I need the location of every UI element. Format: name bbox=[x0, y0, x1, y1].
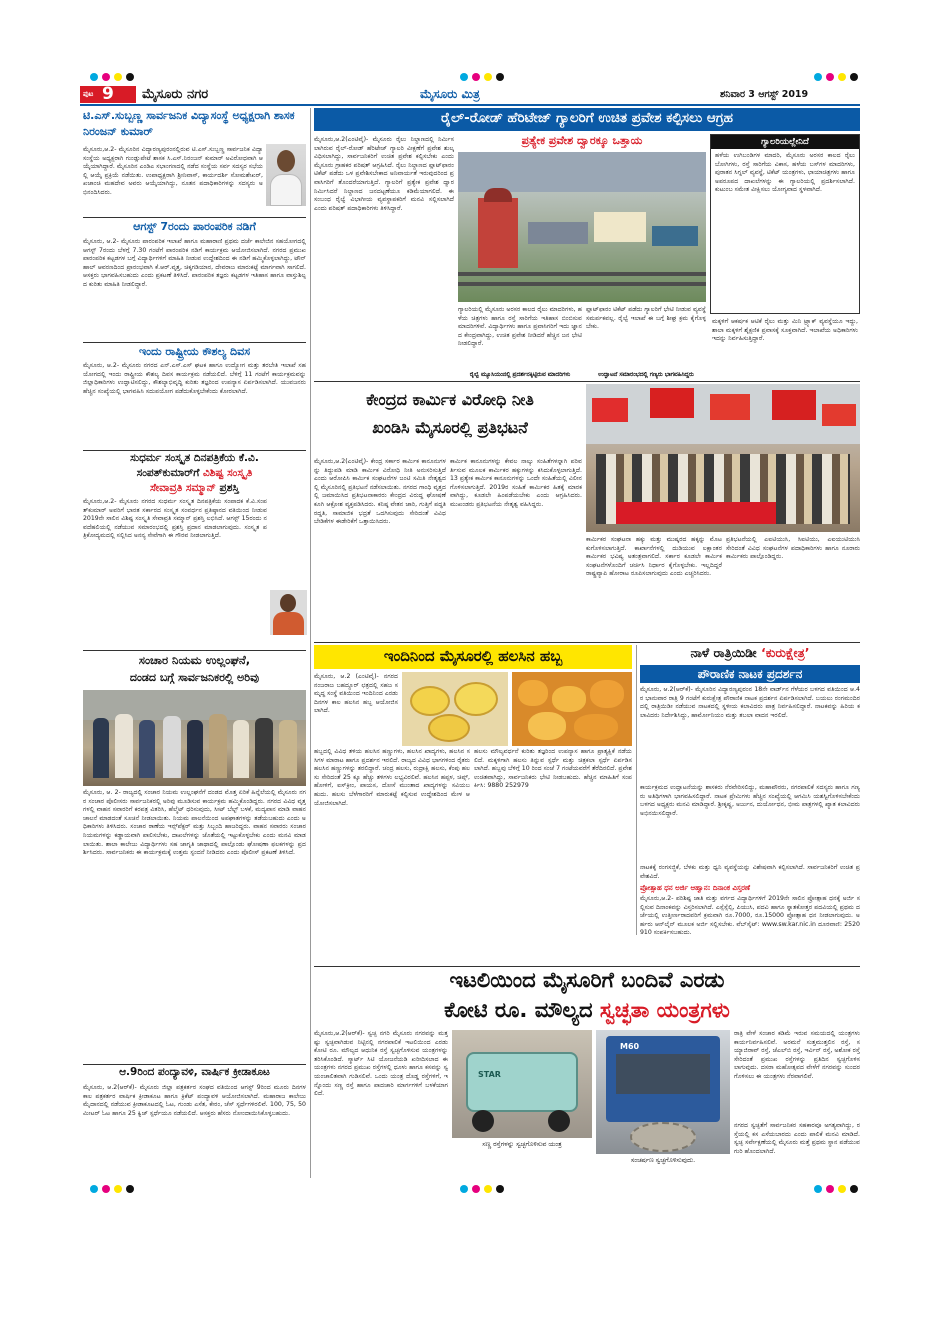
jackfruit-body-col1: ಹಬ್ಬದಲ್ಲಿ ವಿವಿಧ ತಳಿಯ ಹಲಸಿನ ಹಣ್ಣುಗಳು, ಹಲಸಿನ ಖಾದ್ಯಗಳು, ಹಲಸಿನ ಸಸಿಗಳ ಮಾರಾಟ ಹಾಗೂ ಪ್ರದರ್ಶನ ಇರಲಿದೆ. ರಾಜ್ಯದ ವಿವಿಧ ಭಾಗಗಳಿಂದ ರೈತರು ಹಲಸಿನ ಹಣ್ಣುಗಳನ್ನು ತರಲಿದ್ದಾರೆ. ಚಂದ್ರ ಹಲಸು, ರುದ್ರಾಕ್ಷಿ ಹಲಸು, ಕೆಂಪು ಹಲಸು ಸೇರಿದಂತೆ 25 ಕ್ಕೂ ಹೆಚ್ಚು ತಳಿಗಳು ಲಭ್ಯವಿರಲಿವೆ. ಹಲಸಿನ ಹಪ್ಪಳ, ಚಿಪ್ಸ್, ಹೋಳಿಗೆ, ಐಸ್‌ಕ್ರೀಂ, ಪಾಯಸ, ದೋಸೆ ಮುಂತಾದ ಖಾದ್ಯಗಳನ್ನು ಸವಿಯಬಹುದು. ಹಲಸು ಬೆಳೆಗಾರರಿಗೆ ಮಾರುಕಟ್ಟೆ ಕಲ್ಪಿಸುವ ಉದ್ದೇಶದಿಂದ ಮೇಳ ಆಯೋಜಿಸಲಾಗಿದೆ. bbox=[314, 748, 470, 807]
protest-body-col4: ಪ್ರತಿಭಟನೆಯಲ್ಲಿ ಎಐಟಿಯುಸಿ, ಸಿಐಟಿಯು, ಎಐಯುಟಿಯುಸಿ ಸೇರಿದಂತೆ ವಿವಿಧ ಸಂಘಟನೆಗಳ ಪದಾಧಿಕಾರಿಗಳು ಹಾಗೂ ನೂರಾರು ಕಾರ್ಮಿಕರು ಪಾಲ್ಗೊಂಡಿದ್ದರು. bbox=[726, 536, 860, 561]
jackfruit-banner bbox=[314, 645, 632, 669]
protest-headline-line1: ಕೇಂದ್ರದ ಕಾರ್ಮಿಕ ವಿರೋಧಿ ನೀತಿ bbox=[366, 390, 534, 409]
heritage-banner bbox=[314, 108, 860, 131]
heritage-body-col1: ಮೈಸೂರು,ಆ.2(ಎಂಟಿವೈ)- ಮೈಸೂರು ರೈಲು ನಿಲ್ದಾಣದಲ್ಲಿ ನಿರ್ಮಿಸಲಾಗಿರುವ ರೈಲ್-ರೋಡ್ ಹೆರಿಟೇಜ್ ಗ್ಯಾಲರಿ ವೀಕ್ಷಣೆಗೆ ಪ್ರವೇಶ ಶುಲ್ಕ ವಿಧಿಸಲಾಗಿದ್ದು, ಸಾರ್ವಜನಿಕರಿಗೆ ಉಚಿತ ಪ್ರವೇಶ ಕಲ್ಪಿಸಬೇಕು ಎಂದು ಮೈಸೂರು ಗ್ರಾಹಕರ ಪರಿಷತ್ ಆಗ್ರಹಿಸಿದೆ. ರೈಲು ನಿಲ್ದಾಣದ ಪ್ಲಾಟ್‌ಫಾರಂ ಟಿಕೆಟ್ ಪಡೆದು ಒಳ ಪ್ರವೇಶಿಸಬೇಕಾದ ಅನಿವಾರ್ಯತೆ ಇರುವುದರಿಂದ ಪ್ರವಾಸಿಗರಿಗೆ ತೊಂದರೆಯಾಗುತ್ತಿದೆ. ಗ್ಯಾಲರಿಗೆ ಪ್ರತ್ಯೇಕ ಪ್ರವೇಶ ದ್ವಾರ ನಿರ್ಮಿಸಿದರೆ ನಿಲ್ದಾಣದ ಜನದಟ್ಟಣೆಯೂ ಕಡಿಮೆಯಾಗಲಿದೆ. ಈ ಸಂಬಂಧ ರೈಲ್ವೆ ವಿಭಾಗೀಯ ವ್ಯವಸ್ಥಾಪಕರಿಗೆ ಮನವಿ ಸಲ್ಲಿಸಲಾಗಿದೆ ಎಂದು ಪರಿಷತ್ ಪದಾಧಿಕಾರಿಗಳು ತಿಳಿಸಿದ್ದಾರೆ. bbox=[314, 136, 454, 212]
headline-sudharma-award-word: ಪ್ರಶಸ್ತಿ bbox=[219, 482, 239, 494]
article-sports-meet-body: ಮೈಸೂರು, ಆ.2(ಆರ್‌ಕೆ)- ಮೈಸೂರು ಜಿಲ್ಲಾ ಪತ್ರಕರ್ತರ ಸಂಘದ ವತಿಯಿಂದ ಆಗಸ್ಟ್ 9ರಿಂದ ಮೂರು ದಿನಗಳ ಕಾಲ ಪತ್ರಕರ್ತರ ವಾರ್ಷಿಕ ಕ್ರೀಡಾಕೂಟ ಹಾಗೂ ಕ್ರಿಕೆಟ್ ಪಂದ್ಯಾವಳಿ ಆಯೋಜಿಸಲಾಗಿದೆ. ಮಹಾರಾಜ ಕಾಲೇಜು ಮೈದಾನದಲ್ಲಿ ನಡೆಯುವ ಕ್ರೀಡಾಕೂಟದಲ್ಲಿ ಓಟ, ಗುಂಡು ಎಸೆತ, ಕೇರಂ, ಚೆಸ್ ಸ್ಪರ್ಧೆಗಳಿರಲಿವೆ. 100, 75, 50 ಮೀಟರ್ ಓಟ ಹಾಗೂ 25 ಕ್ವಿಜ್ ಸ್ಪರ್ಧೆಯೂ ನಡೆಯಲಿದೆ. ಆಸಕ್ತರು ಹೆಸರು ನೋಂದಾಯಿಸಿಕೊಳ್ಳಬಹುದು. bbox=[83, 1084, 306, 1117]
machines-body-col1: ಮೈಸೂರು,ಆ.2(ಆರ್‌ಕೆ)- ಸ್ವಚ್ಛ ನಗರಿ ಮೈಸೂರು ನಗರವನ್ನು ಮತ್ತಷ್ಟು ಸ್ವಚ್ಛವಾಗಿಡುವ ನಿಟ್ಟಿನಲ್ಲಿ ನಗರಪಾಲಿಕೆ ಇಟಲಿಯಿಂದ ಎರಡು ಕೋಟಿ ರೂ. ಮೌಲ್ಯದ ಆಧುನಿಕ ರಸ್ತೆ ಸ್ವಚ್ಛಗೊಳಿಸುವ ಯಂತ್ರಗಳನ್ನು ತರಿಸಿಕೊಂಡಿದೆ. ಸ್ಮಾರ್ಟ್ ಸಿಟಿ ಯೋಜನೆಯಡಿ ಖರೀದಿಸಲಾದ ಈ ಯಂತ್ರಗಳು ನಗರದ ಪ್ರಮುಖ ರಸ್ತೆಗಳಲ್ಲಿ ಧೂಳು ಹಾಗೂ ಕಸವನ್ನು ಸ್ವಯಂಚಾಲಿತವಾಗಿ ಗುಡಿಸಲಿವೆ. ಒಂದು ಯಂತ್ರ ದೊಡ್ಡ ರಸ್ತೆಗಳಿಗೆ, ಇನ್ನೊಂದು ಸಣ್ಣ ರಸ್ತೆ ಹಾಗೂ ಪಾದಚಾರಿ ಮಾರ್ಗಗಳಿಗೆ ಬಳಕೆಯಾಗಲಿದೆ. bbox=[314, 1030, 448, 1098]
drama-headline-line2: ಪೌರಾಣಿಕ ನಾಟಕ ಪ್ರದರ್ಶನ bbox=[697, 667, 803, 681]
sweeper-model-label: M60 bbox=[620, 1042, 640, 1051]
headline-traffic-line1: ಸಂಚಾರ ನಿಯಮ ಉಲ್ಲಂಘನೆ, bbox=[138, 653, 251, 667]
gallery-sidebar-box bbox=[710, 134, 860, 314]
masthead bbox=[80, 86, 860, 103]
headline-sudharma-line3 bbox=[83, 482, 306, 496]
jackfruit-body-intro: ಮೈಸೂರು, ಆ.2 (ಎಂಟಿವೈ)- ನಗರದ ನಂಜರಾಜ ಬಹದ್ದೂರ್ ಛತ್ರದಲ್ಲಿ ಸಹಜ ಸಮೃದ್ಧ ಸಂಸ್ಥೆ ವತಿಯಿಂದ ಇಂದಿನಿಂದ ಎರಡು ದಿನಗಳ ಕಾಲ ಹಲಸಿನ ಹಬ್ಬ ಆಯೋಜಿಸಲಾಗಿದೆ. bbox=[314, 673, 398, 715]
headline-sports-meet: ಆ.9ರಿಂದ ಪಂದ್ಯಾವಳಿ, ವಾರ್ಷಿಕ ಕ್ರೀಡಾಕೂಟ bbox=[119, 1066, 270, 1078]
registration-marks-bottom bbox=[90, 1185, 870, 1195]
headline-sudharma-award: ವಿಶಿಷ್ಟ ಸಂಸ್ಕೃತಿ bbox=[203, 467, 253, 479]
protest-body-col1: ಮೈಸೂರು,ಆ.2(ಎಂಟಿವೈ)- ಕೇಂದ್ರ ಸರ್ಕಾರ ಕಾರ್ಮಿಕ ಕಾನೂನುಗಳನ್ನು ತಿದ್ದುಪಡಿ ಮಾಡಿ ಕಾರ್ಮಿಕ ವಿರೋಧಿ ನೀತಿ ಅನುಸರಿಸುತ್ತಿದೆ ಎಂದು ಆರೋಪಿಸಿ ಕಾರ್ಮಿಕ ಸಂಘಟನೆಗಳ ಜಂಟಿ ಸಮಿತಿ ನೇತೃತ್ವದಲ್ಲಿ ಮೈಸೂರಿನಲ್ಲಿ ಪ್ರತಿಭಟನೆ ನಡೆಸಲಾಯಿತು. ನಗರದ ಗಾಂಧಿ ವೃತ್ತದಲ್ಲಿ ಜಮಾಯಿಸಿದ ಪ್ರತಿಭಟನಾಕಾರರು ಕೇಂದ್ರದ ವಿರುದ್ಧ ಘೋಷಣೆ ಕೂಗಿ ಆಕ್ರೋಶ ವ್ಯಕ್ತಪಡಿಸಿದರು. ಕನಿಷ್ಠ ವೇತನ ಜಾರಿ, ಗುತ್ತಿಗೆ ಪದ್ಧತಿ ರದ್ದತಿ, ಸಾಮಾಜಿಕ ಭದ್ರತೆ ಒದಗಿಸುವುದು ಸೇರಿದಂತೆ ವಿವಿಧ ಬೇಡಿಕೆಗಳ ಈಡೇರಿಕೆಗೆ ಒತ್ತಾಯಿಸಿದರು. bbox=[314, 458, 446, 526]
page-label: ಪುಟ bbox=[83, 90, 94, 98]
registration-marks-top bbox=[90, 73, 870, 83]
portrait-niranjan-kumar bbox=[266, 144, 306, 206]
protest-headline-line2: ಖಂಡಿಸಿ ಮೈಸೂರಲ್ಲಿ ಪ್ರತಿಭಟನೆ bbox=[372, 418, 528, 437]
portrait-sampath-kumar bbox=[270, 590, 307, 635]
article-subbanna-body: ಮೈಸೂರು,ಆ.2- ಮೈಸೂರಿನ ವಿದ್ಯಾರಣ್ಯಪುರಂನಲ್ಲಿರುವ ಟಿ.ಎಸ್.ಸುಬ್ಬಣ್ಣ ಸಾರ್ವಜನಿಕ ವಿದ್ಯಾ ಸಂಸ್ಥೆಯ ಅಧ್ಯಕ್ಷರಾಗಿ ಗುಂಡ್ಲುಪೇಟೆ ಶಾಸಕ ಸಿ.ಎಸ್.ನಿರಂಜನ್ ಕುಮಾರ್ ಅವಿರೋಧವಾಗಿ ಆಯ್ಕೆಯಾಗಿದ್ದಾರೆ. ಮೈಸೂರಿನ ಎಂಡಿಎ ಸಭಾಂಗಣದಲ್ಲಿ ನಡೆದ ಸಂಸ್ಥೆಯ ಸರ್ವ ಸದಸ್ಯರ ಸಭೆಯಲ್ಲಿ ಆಯ್ಕೆ ಪ್ರಕ್ರಿಯೆ ನಡೆಯಿತು. ಉಪಾಧ್ಯಕ್ಷರಾಗಿ ಶ್ರೀನಿವಾಸ್, ಕಾರ್ಯದರ್ಶಿ ಸೋಮಶೇಖರ್, ಖಜಾಂಚಿ ಮಹದೇವ ಅವರು ಆಯ್ಕೆಯಾಗಿದ್ದು, ನೂತನ ಪದಾಧಿಕಾರಿಗಳನ್ನು ಸದಸ್ಯರು ಅಭಿನಂದಿಸಿದರು. bbox=[83, 146, 263, 196]
heritage-body-col3: ಪ್ಲಾಟ್‌ಫಾರಂ ಟಿಕೆಟ್ ಪಡೆದು ಗ್ಯಾಲರಿಗೆ ಭೇಟಿ ನೀಡುವ ವ್ಯವಸ್ಥೆ ಸಮರ್ಪಕವಲ್ಲ. ರೈಲ್ವೆ ಇಲಾಖೆ ಈ ಬಗ್ಗೆ ಶೀಘ್ರ ಕ್ರಮ ಕೈಗೊಳ್ಳಬೇಕು. bbox=[586, 306, 706, 331]
drama-body-2: ಕಾರ್ಯಕ್ರಮದ ಉದ್ಘಾಟನೆಯನ್ನು ಶಾಸಕರು ನೆರವೇರಿಸಲಿದ್ದು, ಮಹಾಪೌರರು, ನಗರಪಾಲಿಕೆ ಸದಸ್ಯರು ಹಾಗೂ ಗಣ್ಯರು ಅತಿಥಿಗಳಾಗಿ ಭಾಗವಹಿಸಲಿದ್ದಾರೆ. ನಾಟಕ ಪ್ರೇಮಿಗಳು ಹೆಚ್ಚಿನ ಸಂಖ್ಯೆಯಲ್ಲಿ ಆಗಮಿಸಿ ಯಶಸ್ವಿಗೊಳಿಸಬೇಕೆಂದು ಬಳಗದ ಅಧ್ಯಕ್ಷರು ಮನವಿ ಮಾಡಿದ್ದಾರೆ. ಶ್ರೀಕೃಷ್ಣ, ಅರ್ಜುನ, ದುರ್ಯೋಧನ, ಭೀಮ ಪಾತ್ರಗಳಲ್ಲಿ ಖ್ಯಾತ ಕಲಾವಿದರು ಅಭಿನಯಿಸಲಿದ್ದಾರೆ. bbox=[640, 784, 860, 817]
drama-headline-prefix: ನಾಳೆ ರಾತ್ರಿಯಿಡೀ bbox=[690, 645, 757, 660]
headline-sudharma-name: ಸಂಪತ್‌ಕುಮಾರ್‌ಗೆ bbox=[136, 467, 200, 479]
headline-heritage-walk: ಆಗಸ್ಟ್ 7ರಂದು ಪಾರಂಪರಿಕ ನಡಿಗೆ bbox=[133, 220, 256, 233]
incentive-title: ಪ್ರೋತ್ಸಾಹ ಧನ ಅರ್ಜಿ ಆಹ್ವಾನ: ದಿನಾಂಕ ವಿಸ್ತರಣೆ bbox=[640, 884, 751, 892]
heritage-caption: ರೈಲ್ವೆ ಮ್ಯೂಸಿಯಂನಲ್ಲಿ ಪ್ರದರ್ಶನಕ್ಕಿಟ್ಟಿರುವ ಮಾದರಿಗಳು bbox=[469, 372, 571, 378]
headline-traffic-line2: ದಂಡದ ಬಗ್ಗೆ ಸಾರ್ವಜನಿಕರಲ್ಲಿ ಅರಿವು bbox=[129, 671, 260, 684]
inauguration-caption: ಉದ್ಘಾಟನೆ ಸಮಾರಂಭದಲ್ಲಿ ಗಣ್ಯರು ಭಾಗವಹಿಸಿದ್ದರು bbox=[598, 372, 694, 378]
sweeper-brand: STAR bbox=[478, 1070, 501, 1079]
article-traffic-body: ಮೈಸೂರು, ಆ. 2- ರಾಜ್ಯದಲ್ಲಿ ಸಂಚಾರ ನಿಯಮ ಉಲ್ಲಂಘನೆಗೆ ದಂಡದ ಮೊತ್ತ ಏರಿಕೆ ಹಿನ್ನೆಲೆಯಲ್ಲಿ ಮೈಸೂರು ನಗರ ಸಂಚಾರ ಪೊಲೀಸರು ಸಾರ್ವಜನಿಕರಲ್ಲಿ ಅರಿವು ಮೂಡಿಸುವ ಕಾರ್ಯಕ್ರಮ ಹಮ್ಮಿಕೊಂಡಿದ್ದರು. ನಗರದ ವಿವಿಧ ವೃತ್ತಗಳಲ್ಲಿ ವಾಹನ ಸವಾರರಿಗೆ ಕರಪತ್ರ ವಿತರಿಸಿ, ಹೆಲ್ಮೆಟ್ ಧರಿಸುವುದು, ಸೀಟ್ ಬೆಲ್ಟ್ ಬಳಕೆ, ಮದ್ಯಪಾನ ಮಾಡಿ ವಾಹನ ಚಾಲನೆ ಮಾಡದಂತೆ ಸೂಚನೆ ನೀಡಲಾಯಿತು. ನಿಯಮ ಪಾಲನೆಯಿಂದ ಅಪಘಾತಗಳನ್ನು ತಡೆಯಬಹುದು ಎಂದು ಅಧಿಕಾರಿಗಳು ತಿಳಿಸಿದರು. ಸಂಚಾರ ಠಾಣೆಯ ಇನ್ಸ್‌ಪೆಕ್ಟರ್ ಮತ್ತು ಸಿಬ್ಬಂದಿ ಹಾಜರಿದ್ದರು. ವಾಹನ ಸವಾರರು ಸಂಚಾರ ನಿಯಮಗಳನ್ನು ಕಡ್ಡಾಯವಾಗಿ ಪಾಲಿಸಬೇಕು, ದಾಖಲೆಗಳನ್ನು ಜೊತೆಯಲ್ಲಿ ಇಟ್ಟುಕೊಳ್ಳಬೇಕು ಎಂದು ಮನವಿ ಮಾಡಲಾಯಿತು. ಶಾಲಾ ಕಾಲೇಜು ವಿದ್ಯಾರ್ಥಿಗಳು ಸಹ ಜಾಗೃತಿ ಜಾಥಾದಲ್ಲಿ ಪಾಲ್ಗೊಂಡು ಘೋಷಣಾ ಫಲಕಗಳನ್ನು ಪ್ರದರ್ಶಿಸಿದರು. ಸಾರ್ವಜನಿಕರು ಈ ಕಾರ್ಯಕ್ರಮಕ್ಕೆ ಉತ್ತಮ ಸ್ಪಂದನೆ ನೀಡಿದರು ಎಂದು ಪೊಲೀಸ್ ಪ್ರಕಟಣೆ ತಿಳಿಸಿದೆ. bbox=[83, 789, 306, 857]
heritage-body-col2: ಗ್ಯಾಲರಿಯಲ್ಲಿ ಮೈಸೂರು ಅರಸರ ಕಾಲದ ರೈಲು ಮಾದರಿಗಳು, ಹಳೆಯ ಚಿತ್ರಗಳು ಹಾಗೂ ರಸ್ತೆ ಸಾರಿಗೆಯ ಇತಿಹಾಸ ಬಿಂಬಿಸುವ ಮಾದರಿಗಳಿವೆ. ವಿದ್ಯಾರ್ಥಿಗಳು ಹಾಗೂ ಪ್ರವಾಸಿಗರಿಗೆ ಇದು ಜ್ಞಾನದ ಕೇಂದ್ರವಾಗಿದ್ದು, ಉಚಿತ ಪ್ರವೇಶ ನೀಡಿದರೆ ಹೆಚ್ಚಿನ ಜನ ಭೇಟಿ ನೀಡಲಿದ್ದಾರೆ. bbox=[458, 306, 582, 348]
section-name: ಮೈಸೂರು ನಗರ bbox=[142, 87, 209, 102]
article-sudharma-body: ಮೈಸೂರು,ಆ.2- ಮೈಸೂರು ನಗರದ ಸುಧರ್ಮ ಸಂಸ್ಕೃತ ದಿನಪತ್ರಿಕೆಯ ಸಂಪಾದಕ ಕೆ.ವಿ.ಸಂಪತ್‌ಕುಮಾರ್ ಅವರಿಗೆ ಭಾರತ ಸರ್ಕಾರದ ಸಂಸ್ಕೃತ ಸಂವರ್ಧನ ಪ್ರತಿಷ್ಠಾನದ ವತಿಯಿಂದ ನೀಡುವ 2019ನೇ ಸಾಲಿನ ವಿಶಿಷ್ಟ ಸಂಸ್ಕೃತಿ ಸೇವಾವ್ರತಿ ಸಮ್ಮಾನ್ ಪ್ರಶಸ್ತಿ ಲಭಿಸಿದೆ. ಆಗಸ್ಟ್ 15ರಂದು ನವದೆಹಲಿಯಲ್ಲಿ ನಡೆಯುವ ಸಮಾರಂಭದಲ್ಲಿ ಪ್ರಶಸ್ತಿ ಪ್ರದಾನ ಮಾಡಲಾಗುವುದು. ಸಂಸ್ಕೃತ ಪತ್ರಿಕೋದ್ಯಮದಲ್ಲಿ ಸಲ್ಲಿಸಿದ ಅನನ್ಯ ಸೇವೆಗಾಗಿ ಈ ಗೌರವ ನೀಡಲಾಗುತ್ತಿದೆ. bbox=[83, 498, 267, 540]
issue-date: ಶನಿವಾರ 3 ಆಗಸ್ಟ್ 2019 bbox=[720, 89, 809, 100]
photo-heritage-gallery-models bbox=[458, 152, 706, 302]
article-sudharma-body-end bbox=[83, 571, 267, 647]
drama-body-3: ನಾಟಕಕ್ಕೆ ರಂಗಸಜ್ಜಿಕೆ, ಬೆಳಕು ಮತ್ತು ಧ್ವನಿ ವ್ಯವಸ್ಥೆಯನ್ನು ವಿಶೇಷವಾಗಿ ಕಲ್ಪಿಸಲಾಗಿದೆ. ಸಾರ್ವಜನಿಕರಿಗೆ ಉಚಿತ ಪ್ರವೇಶವಿದೆ. bbox=[640, 864, 860, 880]
gallery-sidebar-body-2: ಮಕ್ಕಳಿಗೆ ಆಕರ್ಷಕ ಆಟಿಕೆ ರೈಲು ಮತ್ತು ಮಿನಿ ಟ್ರ್ಯಾಕ್ ವ್ಯವಸ್ಥೆಯೂ ಇದ್ದು, ಶಾಲಾ ಮಕ್ಕಳಿಗೆ ಶೈಕ್ಷಣಿಕ ಪ್ರವಾಸಕ್ಕೆ ಸೂಕ್ತವಾಗಿದೆ. ಇಲಾಖೆಯ ಅಧಿಕಾರಿಗಳು ಇದನ್ನು ನಿರ್ವಹಿಸುತ್ತಿದ್ದಾರೆ. bbox=[712, 318, 858, 343]
caption-small-sweeper: ಸಣ್ಣ ರಸ್ತೆಗಳನ್ನು ಸ್ವಚ್ಛಗೊಳಿಸುವ ಯಂತ್ರ bbox=[482, 1140, 562, 1148]
page-number: 9 bbox=[102, 84, 114, 104]
protest-headline bbox=[314, 384, 584, 454]
page-number-badge bbox=[80, 86, 136, 103]
protest-body-col2: ಕಾರ್ಮಿಕ ಕಾನೂನುಗಳನ್ನು ಕೇವಲ ನಾಲ್ಕು ಸಂಹಿತೆಗಳನ್ನಾಗಿ ಪರಿವರ್ತಿಸುವ ಮೂಲಕ ಕಾರ್ಮಿಕರ ಹಕ್ಕುಗಳನ್ನು ಕಸಿದುಕೊಳ್ಳಲಾಗುತ್ತಿದೆ. 13 ಪ್ರತ್ಯೇಕ ಕಾರ್ಮಿಕ ಕಾನೂನುಗಳನ್ನು ಒಂದೇ ಸಂಹಿತೆಯಲ್ಲಿ ವಿಲೀನಗೊಳಿಸಲಾಗುತ್ತಿದೆ. 2019ರ ಸಂಹಿತೆ ಕಾರ್ಮಿಕರ ಹಿತಕ್ಕೆ ಮಾರಕವಾಗಿದ್ದು, ಕೂಡಲೇ ಹಿಂಪಡೆಯಬೇಕು ಎಂದು ಆಗ್ರಹಿಸಿದರು. ಮುಖಂಡರು ಪ್ರತಿಭಟನೆಯ ನೇತೃತ್ವ ವಹಿಸಿದ್ದರು. bbox=[450, 458, 582, 508]
photo-traffic-awareness bbox=[83, 690, 306, 786]
headline-sudharma-award-name: ಸೇವಾವ್ರತಿ ಸಮ್ಮಾನ್ bbox=[150, 482, 216, 494]
gallery-sidebar-body: ಹಳೆಯ ಉಗಿಬಂಡಿಗಳ ಮಾದರಿ, ಮೈಸೂರು ಅರಸರ ಕಾಲದ ರೈಲು ಬೋಗಿಗಳು, ರಸ್ತೆ ಸಾರಿಗೆಯ ವಿಕಾಸ, ಹಳೆಯ ಬಸ್‌ಗಳ ಮಾದರಿಗಳು, ಪುರಾತನ ಸಿಗ್ನಲ್ ವ್ಯವಸ್ಥೆ, ಟಿಕೆಟ್ ಯಂತ್ರಗಳು, ಛಾಯಾಚಿತ್ರಗಳು ಹಾಗೂ ಅಪರೂಪದ ದಾಖಲೆಗಳನ್ನು ಈ ಗ್ಯಾಲರಿಯಲ್ಲಿ ಪ್ರದರ್ಶಿಸಲಾಗಿದೆ. ಕುಟುಂಬ ಸಮೇತ ವೀಕ್ಷಿಸಲು ಯೋಗ್ಯವಾದ ಸ್ಥಳವಾಗಿದೆ. bbox=[715, 152, 855, 194]
heritage-headline: ರೈಲ್-ರೋಡ್ ಹೆರಿಟೇಜ್ ಗ್ಯಾಲರಿಗೆ ಉಚಿತ ಪ್ರವೇಶ ಕಲ್ಪಿಸಲು ಆಗ್ರಹ bbox=[441, 110, 733, 126]
photo-jackfruit-pieces bbox=[402, 672, 508, 746]
incentive-body: ಮೈಸೂರು,ಆ.2- ಪರಿಶಿಷ್ಟ ಜಾತಿ ಮತ್ತು ವರ್ಗದ ವಿದ್ಯಾರ್ಥಿಗಳಿಗೆ 2019ನೇ ಸಾಲಿನ ಪ್ರೋತ್ಸಾಹ ಧನಕ್ಕೆ ಅರ್ಜಿ ಸಲ್ಲಿಸುವ ದಿನಾಂಕವನ್ನು ವಿಸ್ತರಿಸಲಾಗಿದೆ. ಎಸ್ಸೆಸ್ಸೆಲ್ಸಿ, ಪಿಯುಸಿ, ಪದವಿ ಹಾಗೂ ಸ್ನಾತಕೋತ್ತರ ಪದವಿಯಲ್ಲಿ ಪ್ರಥಮ ದರ್ಜೆಯಲ್ಲಿ ಉತ್ತೀರ್ಣರಾದವರಿಗೆ ಕ್ರಮವಾಗಿ ರೂ.7000, ರೂ.15000 ಪ್ರೋತ್ಸಾಹ ಧನ ನೀಡಲಾಗುವುದು. ಅರ್ಹರು ಆನ್‌ಲೈನ್ ಮೂಲಕ ಅರ್ಜಿ ಸಲ್ಲಿಸಬೇಕು. ವೆಬ್‌ಸೈಟ್: www.sw.kar.nic.in ದೂರವಾಣಿ: 2520910 ಸಂಪರ್ಕಿಸಬಹುದು. bbox=[640, 895, 860, 937]
photo-protest-rally bbox=[586, 384, 860, 532]
drama-headline-line1 bbox=[640, 645, 860, 663]
headline-skill-day: ಇಂದು ರಾಷ್ಟ್ರೀಯ ಕೌಶಲ್ಯ ದಿವಸ bbox=[138, 345, 251, 358]
machines-headline-line2 bbox=[316, 998, 858, 1026]
machines-headline-highlight: ಸ್ವಚ್ಛತಾ ಯಂತ್ರಗಳು bbox=[599, 998, 730, 1022]
photo-large-sweeper bbox=[596, 1030, 730, 1154]
protest-body-col3: ಕಾರ್ಮಿಕರ ಸಂಘಟನಾ ಹಕ್ಕು ಮತ್ತು ಮುಷ್ಕರದ ಹಕ್ಕನ್ನು ಮೊಟಕುಗೊಳಿಸಲಾಗುತ್ತಿದೆ. ಕಾರ್ಖಾನೆಗಳಲ್ಲಿ ದುಡಿಯುವ ಲಕ್ಷಾಂತರ ಕಾರ್ಮಿಕರ ಭವಿಷ್ಯ ಅತಂತ್ರವಾಗಲಿದೆ. ಸರ್ಕಾರ ಕೂಡಲೇ ಕಾರ್ಮಿಕ ಸಂಘಟನೆಗಳೊಂದಿಗೆ ಚರ್ಚಿಸಿ ನಿರ್ಧಾರ ಕೈಗೊಳ್ಳಬೇಕು. ಇಲ್ಲದಿದ್ದರೆ ರಾಷ್ಟ್ರವ್ಯಾಪಿ ಹೋರಾಟ ರೂಪಿಸಲಾಗುವುದು ಎಂದು ಎಚ್ಚರಿಸಿದರು. bbox=[586, 536, 722, 578]
jackfruit-headline: ಇಂದಿನಿಂದ ಮೈಸೂರಲ್ಲಿ ಹಲಸಿನ ಹಬ್ಬ bbox=[383, 647, 563, 665]
drama-headline-name: ‘ಕುರುಕ್ಷೇತ್ರ’ bbox=[760, 645, 810, 660]
machines-headline-line1: ಇಟಲಿಯಿಂದ ಮೈಸೂರಿಗೆ ಬಂದಿವೆ ಎರಡು bbox=[449, 968, 725, 992]
incentive-box bbox=[640, 884, 860, 964]
jackfruit-body-col2: ಹಲಸು ಮೌಲ್ಯವರ್ಧನೆ ಕುರಿತು ತಜ್ಞರಿಂದ ಉಪನ್ಯಾಸ ಹಾಗೂ ಪ್ರಾತ್ಯಕ್ಷಿಕೆ ನಡೆಯಲಿದೆ. ಮಕ್ಕಳಿಗಾಗಿ ಹಲಸು ತಿನ್ನುವ ಸ್ಪರ್ಧೆ ಮತ್ತು ಚಿತ್ರಕಲಾ ಸ್ಪರ್ಧೆ ಏರ್ಪಡಿಸಲಾಗಿದೆ. ಹಬ್ಬವು ಬೆಳಿಗ್ಗೆ 10 ರಿಂದ ಸಂಜೆ 7 ಗಂಟೆಯವರೆಗೆ ತೆರೆದಿರಲಿದೆ. ಪ್ರವೇಶ ಉಚಿತವಾಗಿದ್ದು, ಸಾರ್ವಜನಿಕರು ಭೇಟಿ ನೀಡಬಹುದು. ಹೆಚ್ಚಿನ ಮಾಹಿತಿಗೆ ಸಂಪರ್ಕಿಸಿ: 9880 252979 bbox=[474, 748, 632, 790]
machines-headline-value: ಕೋಟಿ ರೂ. ಮೌಲ್ಯದ bbox=[444, 998, 593, 1022]
caption-large-sweeper: ಸಂಚರ್ಷಣ ಸ್ವಚ್ಛಗೊಳಿಸುವುದು. bbox=[630, 1156, 696, 1164]
heritage-subheadline: ಪ್ರತ್ಯೇಕ ಪ್ರವೇಶ ದ್ವಾರಕ್ಕೂ ಒತ್ತಾಯ bbox=[521, 134, 643, 147]
drama-body-1: ಮೈಸೂರು, ಆ.2(ಆರ್‌ಕೆ)- ಮೈಸೂರಿನ ವಿದ್ಯಾರಣ್ಯಪುರಂನ 18ನೇ ವಾರ್ಡ್‌ನ ಗೆಳೆಯರ ಬಳಗದ ವತಿಯಿಂದ ಆ.4ರ ಭಾನುವಾರ ರಾತ್ರಿ 9 ಗಂಟೆಗೆ ಕುರುಕ್ಷೇತ್ರ ಪೌರಾಣಿಕ ನಾಟಕ ಪ್ರದರ್ಶನ ಏರ್ಪಡಿಸಲಾಗಿದೆ. ಬಯಲು ರಂಗಮಂದಿರದಲ್ಲಿ ರಾತ್ರಿಯಿಡೀ ನಡೆಯುವ ನಾಟಕದಲ್ಲಿ ಸ್ಥಳೀಯ ಕಲಾವಿದರು ಪಾತ್ರ ನಿರ್ವಹಿಸಲಿದ್ದಾರೆ. ನಾಟಕವನ್ನು ಹಿರಿಯ ಕಲಾವಿದರು ನಿರ್ದೇಶಿಸಿದ್ದು, ಹಾರ್ಮೋನಿಯಂ ಮತ್ತು ತಬಲಾ ವಾದನ ಇರಲಿದೆ. bbox=[640, 686, 860, 719]
drama-banner bbox=[640, 665, 860, 683]
photo-jackfruit-bulbs bbox=[512, 672, 632, 746]
article-heritage-walk-body: ಮೈಸೂರು, ಆ.2- ಮೈಸೂರು ಪಾರಂಪರಿಕ ಇಲಾಖೆ ಹಾಗೂ ಮಹಾರಾಣಿ ಪ್ರಥಮ ದರ್ಜೆ ಕಾಲೇಜಿನ ಸಹಯೋಗದಲ್ಲಿ ಆಗಸ್ಟ್ 7ರಂದು ಬೆಳಗ್ಗೆ 7.30 ಗಂಟೆಗೆ ಪಾರಂಪರಿಕ ನಡಿಗೆ ಕಾರ್ಯಕ್ರಮ ಆಯೋಜಿಸಲಾಗಿದೆ. ನಗರದ ಪ್ರಮುಖ ಪಾರಂಪರಿಕ ಕಟ್ಟಡಗಳ ಬಗ್ಗೆ ವಿದ್ಯಾರ್ಥಿಗಳಿಗೆ ಮಾಹಿತಿ ನೀಡುವ ಉದ್ದೇಶದಿಂದ ಈ ನಡಿಗೆ ಹಮ್ಮಿಕೊಳ್ಳಲಾಗಿದ್ದು, ಟೌನ್ ಹಾಲ್ ಆವರಣದಿಂದ ಪ್ರಾರಂಭವಾಗಿ ಕೆ.ಆರ್.ವೃತ್ತ, ಚಿಕ್ಕಗಡಿಯಾರ, ದೇವರಾಜ ಮಾರುಕಟ್ಟೆ ಮಾರ್ಗವಾಗಿ ಸಾಗಲಿದೆ. ಆಸಕ್ತರು ಭಾಗವಹಿಸಬಹುದು ಎಂದು ಪ್ರಕಟಣೆ ತಿಳಿಸಿದೆ. ಪಾರಂಪರಿಕ ತಜ್ಞರು ಕಟ್ಟಡಗಳ ಇತಿಹಾಸ ಹಾಗೂ ವಾಸ್ತುಶಿಲ್ಪದ ಕುರಿತು ಮಾಹಿತಿ ನೀಡಲಿದ್ದಾರೆ. bbox=[83, 238, 306, 288]
gallery-sidebar-title: ಗ್ಯಾಲರಿಯಲ್ಲೇನಿದೆ bbox=[711, 135, 859, 149]
newspaper-name: ಮೈಸೂರು ಮಿತ್ರ bbox=[420, 87, 480, 101]
article-skill-day-body: ಮೈಸೂರು, ಆ.2- ಮೈಸೂರು ನಗರದ ಎನ್.ಎಸ್.ಎಸ್ ಘಟಕ ಹಾಗೂ ಉದ್ಯೋಗ ಮತ್ತು ತರಬೇತಿ ಇಲಾಖೆ ಸಹಯೋಗದಲ್ಲಿ ಇಂದು ರಾಷ್ಟ್ರೀಯ ಕೌಶಲ್ಯ ದಿವಸ ಕಾರ್ಯಕ್ರಮ ನಡೆಯಲಿದೆ. ಬೆಳಿಗ್ಗೆ 11 ಗಂಟೆಗೆ ಕಾರ್ಯಕ್ರಮವನ್ನು ಜಿಲ್ಲಾಧಿಕಾರಿಗಳು ಉದ್ಘಾಟಿಸಲಿದ್ದು, ಕೌಶಲ್ಯಾಭಿವೃದ್ಧಿ ಕುರಿತು ತಜ್ಞರಿಂದ ಉಪನ್ಯಾಸ ಏರ್ಪಡಿಸಲಾಗಿದೆ. ಯುವಜನರು ಹೆಚ್ಚಿನ ಸಂಖ್ಯೆಯಲ್ಲಿ ಭಾಗವಹಿಸಿ ಸದುಪಯೋಗ ಪಡೆದುಕೊಳ್ಳಬೇಕೆಂದು ಕೋರಲಾಗಿದೆ. bbox=[83, 362, 306, 395]
masthead-rule bbox=[80, 104, 860, 106]
headline-subbanna: ಟಿ.ಎಸ್.ಸುಬ್ಬಣ್ಣ ಸಾರ್ವಜನಿಕ ವಿದ್ಯಾಸಂಸ್ಥೆ ಅಧ್ಯಕ್ಷರಾಗಿ ಶಾಸಕ ನಿರಂಜನ್ ಕುಮಾರ್ bbox=[83, 109, 295, 138]
headline-sudharma-line2 bbox=[83, 467, 306, 481]
headline-sudharma-line1: ಸುಧರ್ಮ ಸಂಸ್ಕೃತ ದಿನಪತ್ರಿಕೆಯ ಕೆ.ವಿ. bbox=[130, 452, 259, 464]
machines-body-col3: ರಾತ್ರಿ ವೇಳೆ ಸಂಚಾರ ಕಡಿಮೆ ಇರುವ ಸಮಯದಲ್ಲಿ ಯಂತ್ರಗಳು ಕಾರ್ಯನಿರ್ವಹಿಸಲಿವೆ. ಅರಮನೆ ಸುತ್ತಮುತ್ತಲಿನ ರಸ್ತೆ, ಸಯ್ಯಾಜಿರಾವ್ ರಸ್ತೆ, ಜೆಎಲ್‌ಬಿ ರಸ್ತೆ, ಇರ್ವಿನ್ ರಸ್ತೆ, ಅಶೋಕ ರಸ್ತೆ ಸೇರಿದಂತೆ ಪ್ರಮುಖ ರಸ್ತೆಗಳನ್ನು ಪ್ರತಿದಿನ ಸ್ವಚ್ಛಗೊಳಿಸಲಾಗುವುದು. ದಸರಾ ಮಹೋತ್ಸವದ ವೇಳೆಗೆ ನಗರವನ್ನು ಸುಂದರಗೊಳಿಸಲು ಈ ಯಂತ್ರಗಳು ನೆರವಾಗಲಿವೆ. bbox=[734, 1030, 860, 1080]
machines-body-col4: ನಗರದ ಸ್ವಚ್ಛತೆಗೆ ಸಾರ್ವಜನಿಕರ ಸಹಕಾರವೂ ಅಗತ್ಯವಾಗಿದ್ದು, ರಸ್ತೆಯಲ್ಲಿ ಕಸ ಎಸೆಯಬಾರದು ಎಂದು ಪಾಲಿಕೆ ಮನವಿ ಮಾಡಿದೆ. ಸ್ವಚ್ಛ ಸರ್ವೇಕ್ಷಣೆಯಲ್ಲಿ ಮೈಸೂರು ಮತ್ತೆ ಪ್ರಥಮ ಸ್ಥಾನ ಪಡೆಯುವ ಗುರಿ ಹೊಂದಲಾಗಿದೆ. bbox=[734, 1122, 860, 1155]
photo-small-sweeper bbox=[452, 1030, 592, 1138]
